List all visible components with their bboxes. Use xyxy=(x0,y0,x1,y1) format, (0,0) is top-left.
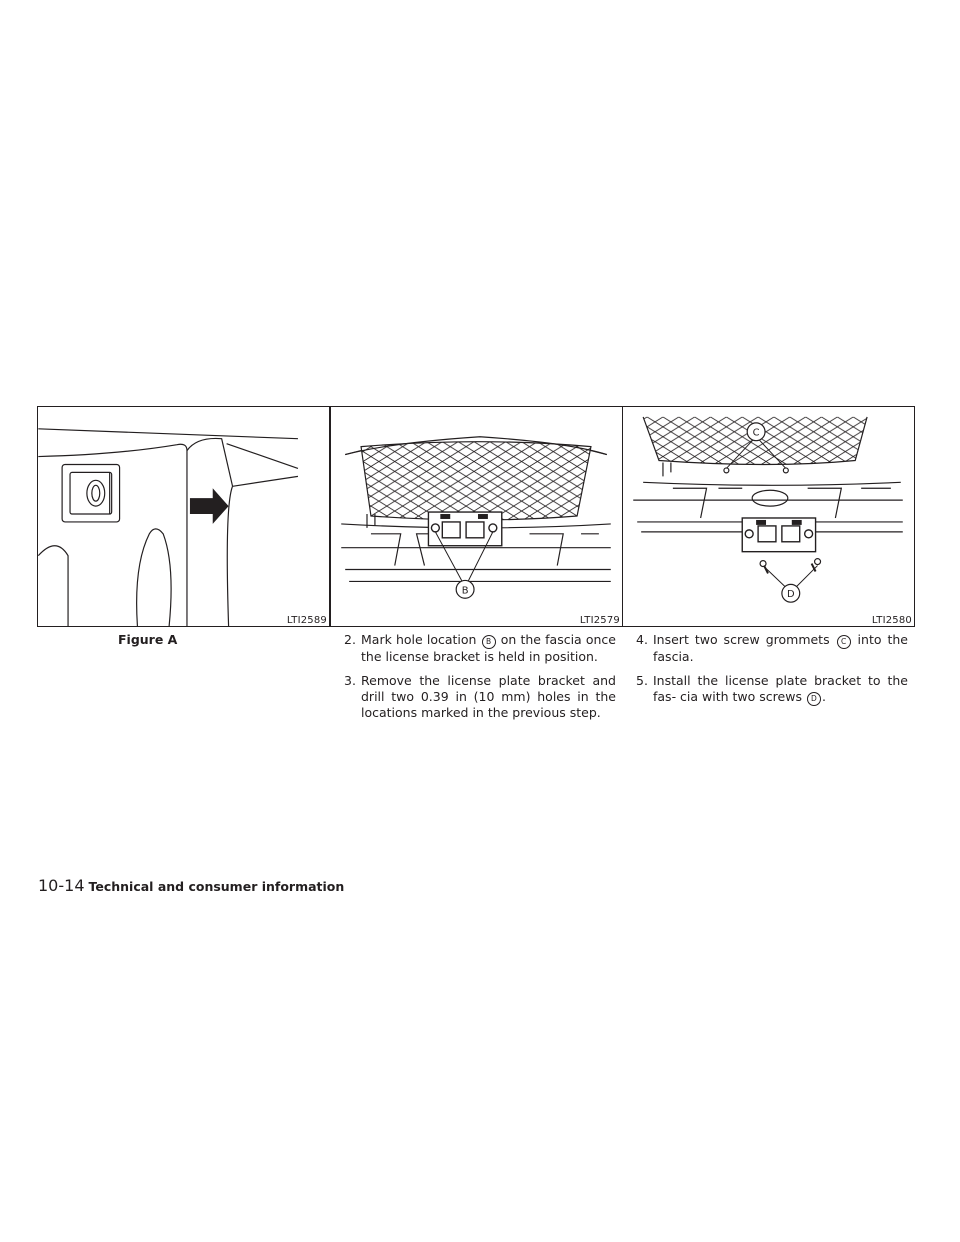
instructions-column-3 xyxy=(636,632,908,714)
step-2: 2. Mark hole location B on the fascia once the license bracket is held in position. xyxy=(344,632,616,664)
step-4: 4. Insert two screw grommets C into the fascia. xyxy=(636,632,908,664)
tailgate-illustration xyxy=(38,407,329,626)
step-3: 3. Remove the license plate bracket and drill two 0.39 in (10 mm) holes in the locations marked in the previous step. xyxy=(344,673,616,720)
step-5: 5. Install the license plate bracket to the fas- cia with two screws D . xyxy=(636,673,908,704)
bumper-grille-illustration xyxy=(331,407,622,626)
figure-code: LTI2579 xyxy=(579,615,620,626)
callout-d-icon: D xyxy=(807,692,821,706)
figure-install-bracket-illustration xyxy=(622,406,915,627)
bracket-install-illustration xyxy=(623,407,914,626)
arrow-icon xyxy=(190,488,229,524)
figure-code: LTI2589 xyxy=(286,615,327,626)
figure-a-illustration xyxy=(37,406,330,627)
figure-mark-holes-illustration xyxy=(330,406,623,627)
page-number: 10-14 xyxy=(38,876,85,895)
figure-code: LTI2580 xyxy=(871,615,912,626)
svg-text:C: C xyxy=(752,427,760,439)
svg-text:B: B xyxy=(461,585,469,597)
section-title: Technical and consumer information xyxy=(88,879,345,894)
callout-b-icon: B xyxy=(482,635,496,649)
svg-text:D: D xyxy=(786,589,795,601)
figure-a-caption: Figure A xyxy=(118,632,178,647)
callout-c-icon: C xyxy=(837,635,851,649)
instructions-column-2 xyxy=(344,632,616,729)
page-footer xyxy=(38,876,344,895)
